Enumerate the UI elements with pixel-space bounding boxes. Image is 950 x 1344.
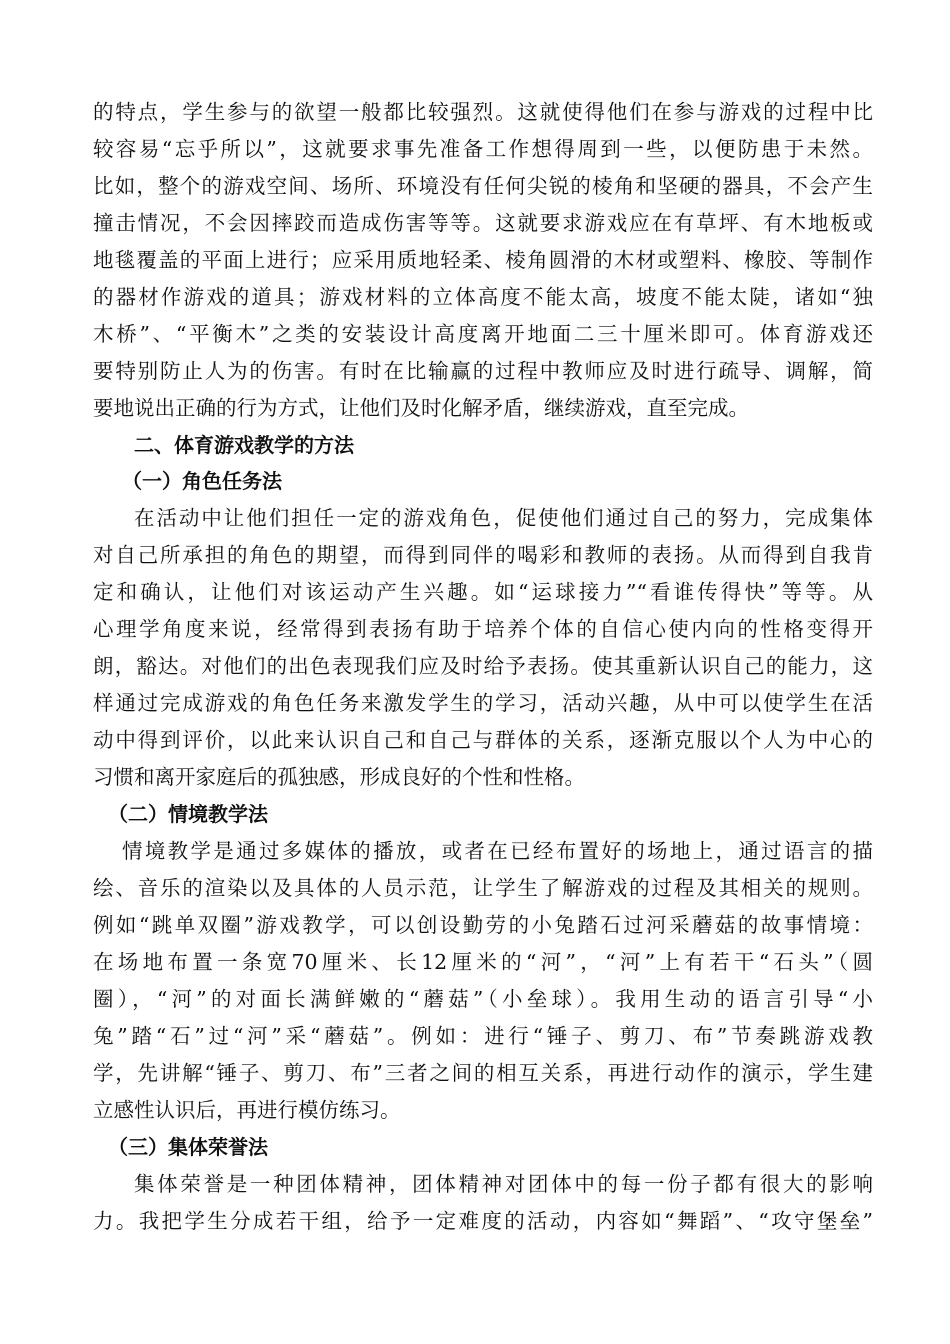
paragraph-line: 圈），“河”的对面长满鲜嫩的“蘑菇”（小垒球）。我用生动的语言引导“小 — [93, 987, 873, 1011]
paragraph-line: 定和确认，让他们对该运动产生兴趣。如“运球接力”“看谁传得快”等等。从 — [93, 580, 873, 604]
paragraph-line: 动中得到评价，以此来认识自己和自己与群体的关系，逐渐克服以个人为中心的 — [93, 728, 873, 752]
paragraph-line: 集体荣誉是一种团体精神，团体精神对团体中的每一份子都有很大的影响 — [134, 1172, 873, 1196]
paragraph-line: 木桥”、“平衡木”之类的安装设计高度离开地面二三十厘米即可。体育游戏还 — [93, 322, 873, 346]
subsection-heading: （一）角色任务法 — [122, 469, 282, 493]
subsection-heading: （二）情境教学法 — [108, 802, 268, 826]
paragraph-line: 情境教学是通过多媒体的播放，或者在已经布置好的场地上，通过语言的描 — [122, 839, 873, 863]
paragraph-line: 绘、音乐的渲染以及具体的人员示范，让学生了解游戏的过程及其相关的规则。 — [93, 876, 873, 900]
paragraph-line: 的器材作游戏的道具；游戏材料的立体高度不能太高，坡度不能太陡，诸如“独 — [93, 285, 873, 309]
paragraph-line: 要特别防止人为的伤害。有时在比输赢的过程中教师应及时进行疏导、调解，简 — [93, 359, 873, 383]
subsection-heading: （三）集体荣誉法 — [108, 1135, 268, 1159]
paragraph-line: 撞击情况，不会因摔跤而造成伤害等等。这就要求游戏应在有草坪、有木地板或 — [93, 211, 873, 235]
paragraph-line: 习惯和离开家庭后的孤独感，形成良好的个性和性格。 — [93, 765, 585, 789]
paragraph-line: 例如“跳单双圈”游戏教学，可以创设勤劳的小兔踏石过河采蘑菇的故事情境： — [93, 913, 873, 937]
paragraph-line: 心理学角度来说，经常得到表扬有助于培养个体的自信心使内向的性格变得开 — [93, 617, 873, 641]
paragraph-line: 的特点，学生参与的欲望一般都比较强烈。这就使得他们在参与游戏的过程中比 — [93, 100, 873, 124]
paragraph-line: 在活动中让他们担任一定的游戏角色，促使他们通过自己的努力，完成集体 — [134, 506, 873, 530]
paragraph-line: 学，先讲解“锤子、剪刀、布”三者之间的相互关系，再进行动作的演示，学生建 — [93, 1061, 873, 1085]
paragraph-line: 比如，整个的游戏空间、场所、环境没有任何尖锐的棱角和坚硬的器具，不会产生 — [93, 174, 873, 198]
paragraph-line: 力。我把学生分成若干组，给予一定难度的活动，内容如“舞蹈”、“攻守堡垒” — [93, 1209, 873, 1233]
paragraph-line: 要地说出正确的行为方式，让他们及时化解矛盾，继续游戏，直至完成。 — [93, 396, 749, 420]
paragraph-line: 对自己所承担的角色的期望，而得到同伴的喝彩和教师的表扬。从而得到自我肯 — [93, 543, 873, 567]
paragraph-line: 较容易“忘乎所以”，这就要求事先准备工作想得周到一些，以便防患于未然。 — [93, 137, 873, 161]
paragraph-line: 地毯覆盖的平面上进行；应采用质地轻柔、棱角圆滑的木材或塑料、橡胶、等制作 — [93, 248, 873, 272]
paragraph-line: 兔”踏“石”过“河”采“蘑菇”。例如：进行“锤子、剪刀、布”节奏跳游戏教 — [93, 1024, 873, 1048]
section-heading: 二、体育游戏教学的方法 — [134, 433, 354, 457]
paragraph-line: 样通过完成游戏的角色任务来激发学生的学习，活动兴趣，从中可以使学生在活 — [93, 691, 873, 715]
paragraph-line: 立感性认识后，再进行模仿练习。 — [93, 1098, 401, 1122]
paragraph-line: 在场地布置一条宽70厘米、长12厘米的“河”，“河”上有若干“石头”（圆 — [93, 950, 873, 974]
paragraph-line: 朗，豁达。对他们的出色表现我们应及时给予表扬。使其重新认识自己的能力，这 — [93, 654, 873, 678]
